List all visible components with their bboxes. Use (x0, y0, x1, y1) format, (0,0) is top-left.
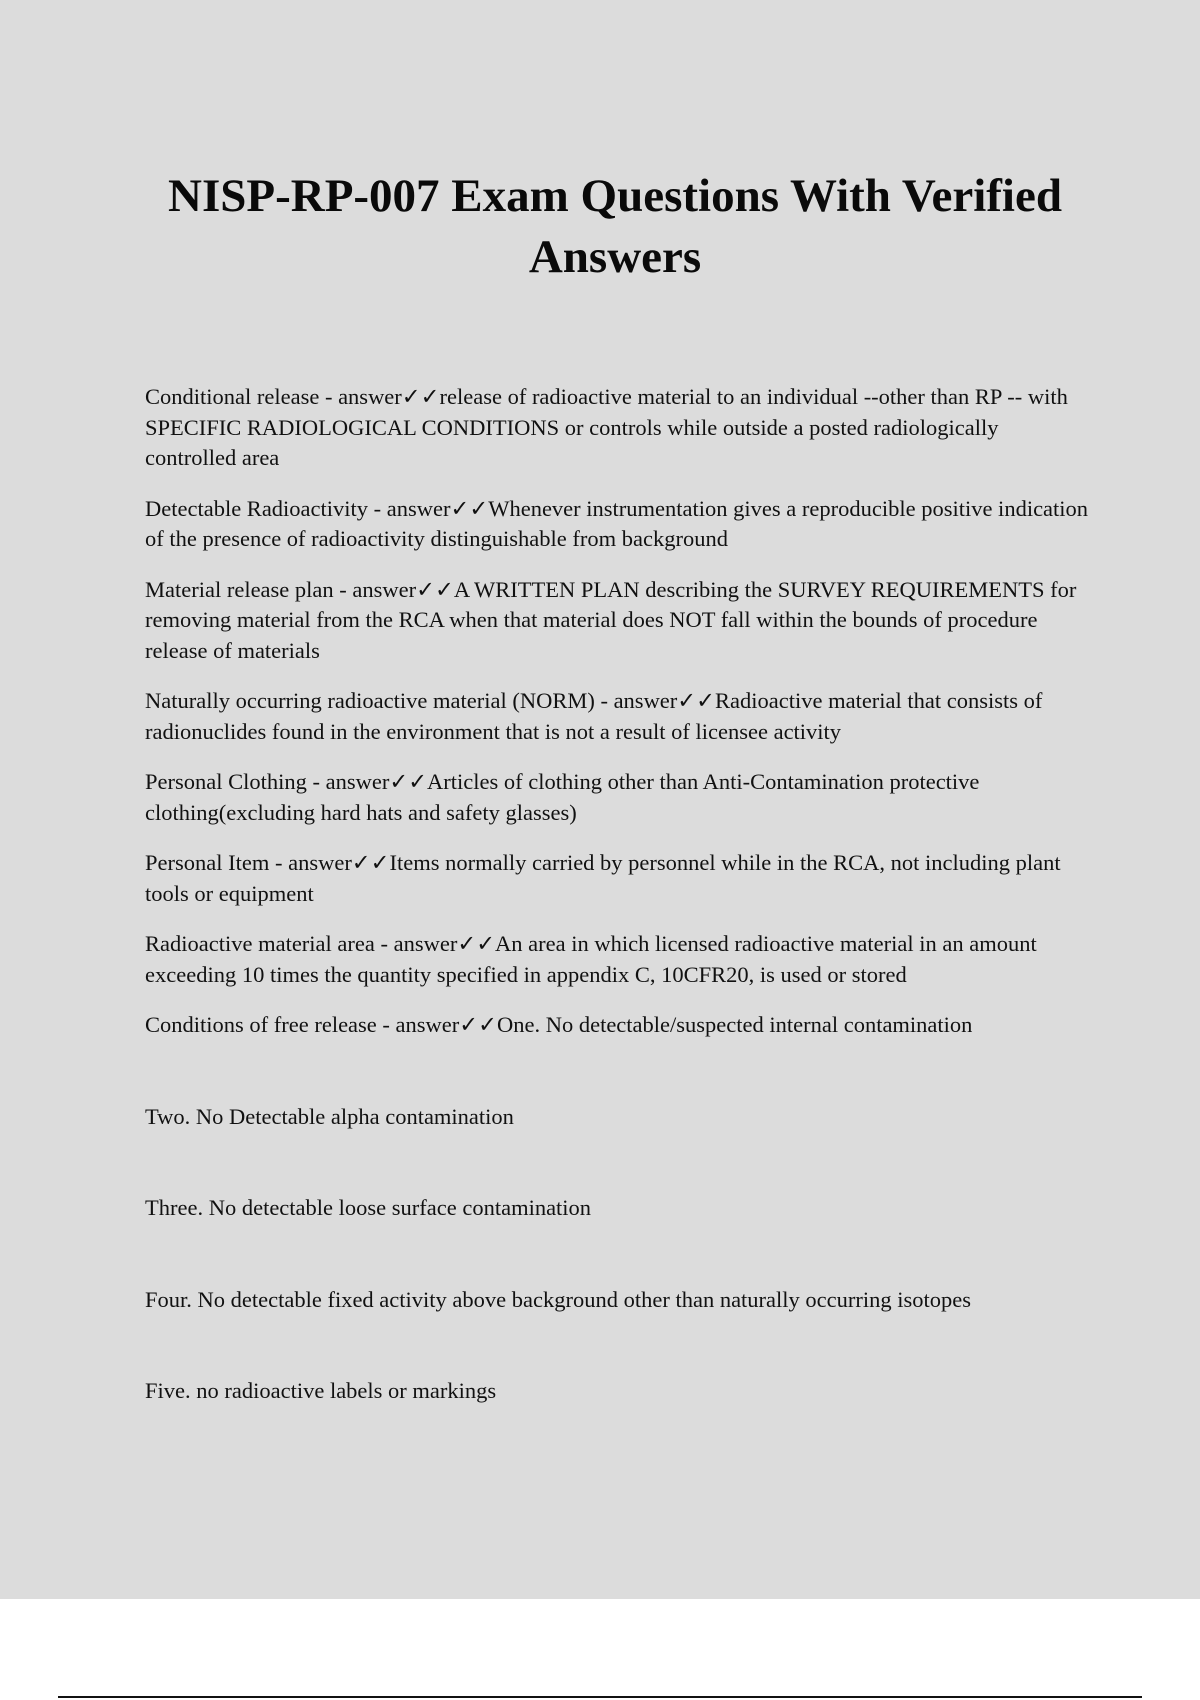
entry-term: Radioactive material area (145, 931, 375, 956)
document-title: NISP-RP-007 Exam Questions With Verified Answers (168, 170, 1062, 283)
definition-entry (145, 494, 1095, 555)
entry-term: Conditional release (145, 384, 320, 409)
entry-term: Detectable Radioactivity (145, 495, 369, 521)
release-condition-item: Five. no radioactive labels or markings (145, 1378, 497, 1403)
entry-definition: Items normally carried by personnel while in the RCA, not including plant tools or equipment (145, 850, 1061, 906)
definition-entry (145, 1010, 1095, 1041)
entry-definition: One. No detectable/suspected internal contamination (496, 1012, 973, 1037)
definition-entry (145, 848, 1095, 909)
definition-entry (145, 382, 1095, 474)
entry-term: Material release plan (145, 576, 334, 602)
answer-separator: - answer✓✓ (269, 850, 390, 875)
answer-separator: - answer✓✓ (594, 688, 715, 713)
definition-entry (145, 575, 1095, 667)
entry-term: Personal Clothing (145, 769, 307, 794)
answer-separator: - answer✓✓ (368, 495, 489, 521)
release-condition-item: Two. No Detectable alpha contamination (145, 1103, 514, 1129)
entry-definition: Whenever instrumentation gives a reproducible positive indication of the presence of radioactivity distinguishable from background (145, 495, 1089, 551)
definition-entry (145, 929, 1095, 990)
entry-definition: Radioactive material that consists of radionuclides found in the environment that is not a result of licensee activity (145, 688, 1043, 744)
definition-entry (145, 767, 1095, 828)
release-condition-item: Four. No detectable fixed activity above background other than naturally occurring isotopes (145, 1286, 971, 1312)
answer-separator: - answer✓✓ (333, 576, 454, 602)
entry-definition: A WRITTEN PLAN describing the SURVEY REQUIREMENTS for removing material from the RCA when that material does NOT fall within the bounds of procedure release of materials (145, 576, 1077, 663)
entry-definition: An area in which licensed radioactive material in an amount exceeding 10 times the quantity specified in appendix C, 10CFR20, is used or stored (145, 931, 1037, 987)
entry-term: Conditions of free release (145, 1012, 377, 1037)
release-condition-item: Three. No detectable loose surface contamination (145, 1195, 592, 1220)
answer-separator: - answer✓✓ (374, 931, 496, 956)
answer-separator: - answer✓✓ (376, 1012, 497, 1037)
document-body (145, 382, 1095, 1407)
entry-term: Personal Item (145, 850, 270, 875)
answer-separator: - answer✓✓ (319, 384, 440, 409)
entry-definition: Articles of clothing other than Anti-Contamination protective clothing(excluding hard hats and safety glasses) (145, 769, 980, 825)
entry-term: Naturally occurring radioactive material (NORM) (145, 688, 595, 713)
answer-separator: - answer✓✓ (306, 769, 428, 794)
footer-divider (58, 1696, 1142, 1698)
entry-definition: release of radioactive material to an individual --other than RP -- with SPECIFIC RADIOLOGICAL CONDITIONS or controls while outside a posted radiologically controlled area (145, 384, 1068, 470)
definition-entry (145, 686, 1095, 747)
